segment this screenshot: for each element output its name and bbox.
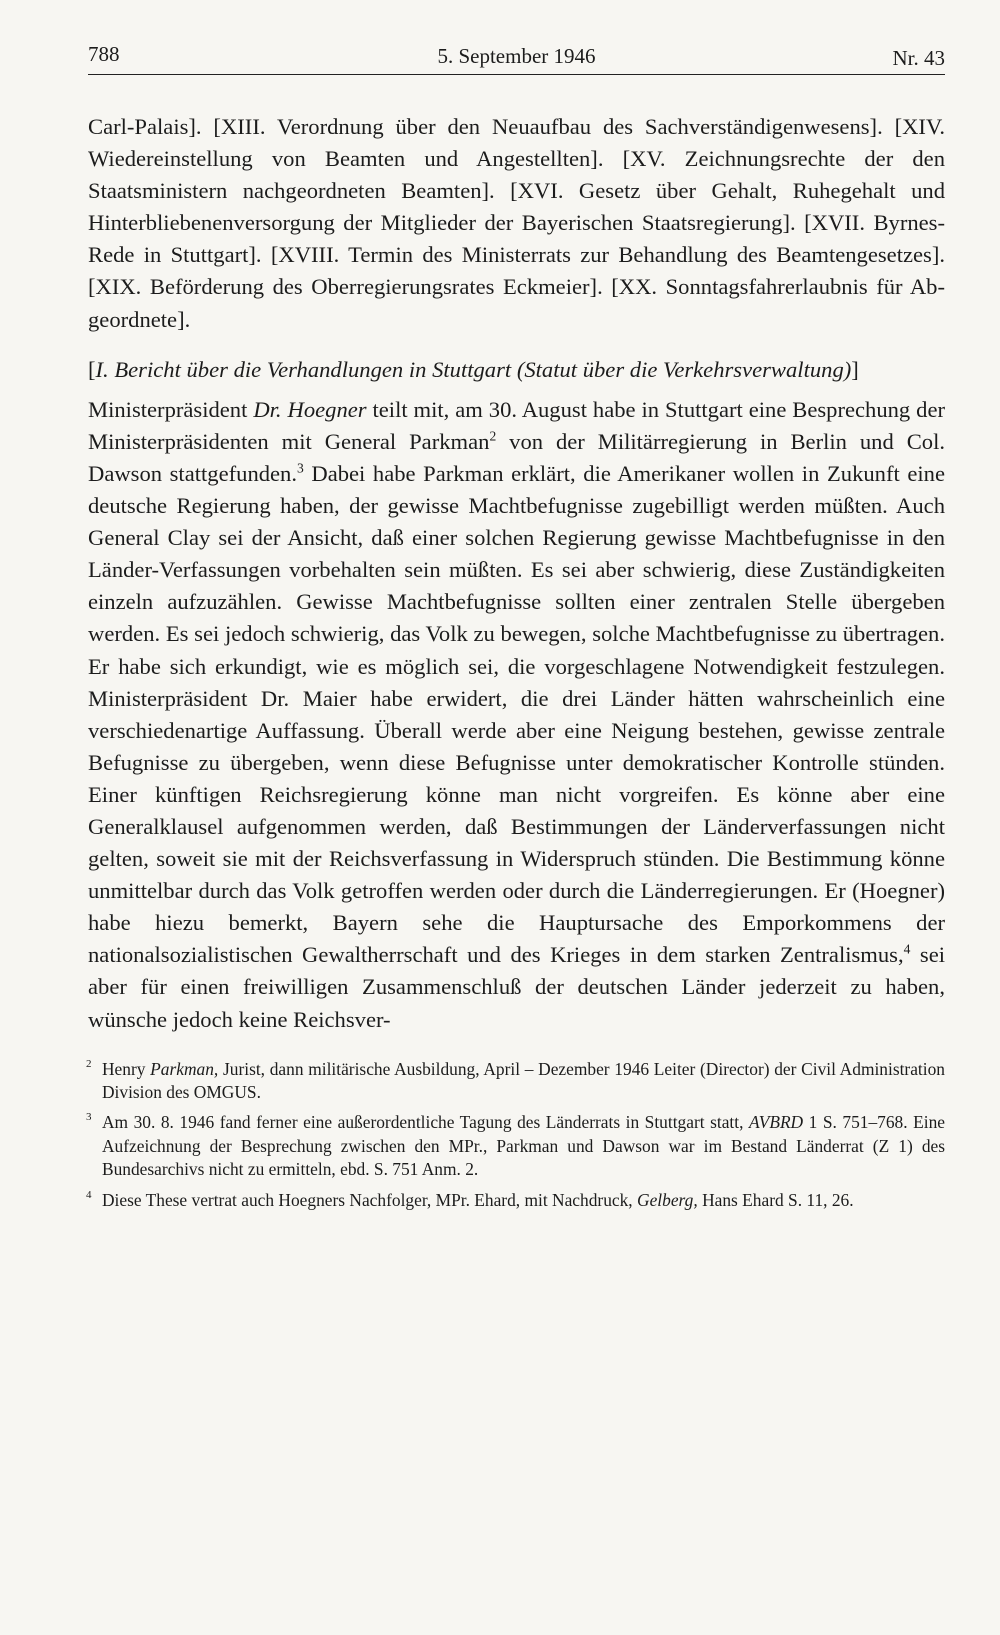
main-text-3: von der Militärregierung in Berlin und Col. Dawson stattgefunden. xyxy=(88,428,945,486)
footnote-text: Diese These vertrat auch Hoegners Nachfolger, MPr. Ehard, mit Nachdruck, xyxy=(102,1189,638,1210)
header-date: 5. September 1946 xyxy=(437,44,596,68)
footnote-number: 2 xyxy=(86,1057,92,1070)
main-text-1: Ministerpräsident xyxy=(88,396,254,422)
issue-number: Nr. 43 xyxy=(892,46,945,70)
speaker-name: Hoegner xyxy=(287,396,367,422)
heading-close-bracket: ] xyxy=(851,356,859,382)
footnotes xyxy=(88,1058,945,1212)
main-paragraph xyxy=(88,394,945,1036)
footnote-italic: Parkman, xyxy=(150,1058,219,1079)
footnote-text: Henry xyxy=(102,1058,151,1079)
intro-paragraph: Carl-Palais]. [XIII. Verordnung über den Neuaufbau des Sachverständigenwesens]. [XIV. Wiedereinstellung von Beamten und Angestellten]. [XV. Zeichnungsrechte der den Staatsministern nachgeordneten Beamten]. [XVI. Gesetz über Gehalt, Ruhegehalt und Hinterbliebenenversorgung der Mitglieder der Bayerischen Staatsregierung]. [XVII. Byrnes-Rede in Stuttgart]. [XVIII. Termin des Ministerrats zur Behandlung des Beamtengesetzes]. [XIX. Beförderung des Oberregierungsrates Eckmeier]. [XX. Sonntagsfahrerlaubnis für Abgeordnete]. xyxy=(88,114,945,332)
footnote xyxy=(88,1111,945,1181)
page-number: 788 xyxy=(88,42,120,66)
footnote xyxy=(88,1058,945,1105)
footnote-ref-4[interactable]: 4 xyxy=(903,941,911,957)
footnote-text: Hans Ehard S. 11, 26. xyxy=(697,1189,854,1210)
footnote-italic: Gelberg, xyxy=(637,1189,698,1210)
heading-title: I. Bericht über die Verhandlungen in Stuttgart (Statut über die Verkehrsverwaltung) xyxy=(95,356,852,382)
speaker-title: Dr. xyxy=(253,396,288,422)
footnote-italic: AVBRD xyxy=(748,1112,804,1133)
footnote-ref-2[interactable]: 2 xyxy=(489,428,497,444)
main-text-5: sei aber für einen freiwilligen Zusammenschluß der deutschen Länder jederzeit zu haben, wünsche jedoch keine Reichsver- xyxy=(88,942,945,1032)
main-text-2: teilt mit, am 30. August habe in Stuttgart eine Besprechung der Ministerpräsidenten mit General Parkman xyxy=(88,396,946,454)
footnote-number: 4 xyxy=(86,1188,92,1201)
body-text xyxy=(88,111,945,1036)
heading-open-bracket: [ xyxy=(88,356,96,382)
footnote-text: Am 30. 8. 1946 fand ferner eine außerordentliche Tagung des Länderrats in Stuttgart statt, xyxy=(102,1112,749,1133)
section-heading xyxy=(88,354,945,386)
main-text-4: Dabei habe Parkman erklärt, die Amerikaner wollen in Zukunft eine deutsche Regierung haben, der gewisse Machtbefugnisse zugebilligt werden müßten. Auch General Clay sei der Ansicht, daß einer solchen Regierung gewisse Machtbefugnisse in den Länder-Verfassungen vorbehalten sein müßten. Es sei aber schwierig, diese Zuständigkeiten einzeln aufzuzählen. Gewisse Machtbefugnisse sollten einer zentralen Stelle übergeben werden. Es sei jedoch schwierig, das Volk zu bewegen, solche Machtbefugnisse zu übertragen. Er habe sich erkundigt, wie es möglich sei, die vorgeschlagene Notwendigkeit festzulegen. Ministerpräsident Dr. Maier habe erwidert, die drei Länder hätten wahrscheinlich eine verschiedenartige Auffassung. Überall werde aber eine Neigung bestehen, gewisse zentrale Befugnisse zu übergeben, wenn diese Befugnisse unter demokratischer Kontrolle stünden. Einer künftigen Reichsregierung könne man nicht vorgreifen. Es könne aber eine Generalklausel aufgenommen werden, daß Bestimmungen der Länderverfassungen nicht gelten, soweit sie mit der Reichsverfassung in Widerspruch stünden. Die Bestimmung könne unmittelbar durch das Volk getroffen werden oder durch die Länderregierungen. Er (Hoegner) habe hiezu bemerkt, Bayern sehe die Hauptursache des Emporkommens der nationalsozialistischen Gewaltherrschaft und des Krieges in dem starken Zentralismus, xyxy=(88,460,945,968)
footnote-number: 3 xyxy=(86,1111,92,1124)
footnote-ref-3[interactable]: 3 xyxy=(297,460,304,476)
running-header xyxy=(88,40,945,75)
footnote-text: Jurist, dann militärische Ausbildung, April – Dezember 1946 Leiter (Director) der Civil Administration Division des OMGUS. xyxy=(102,1058,945,1103)
footnote-text: 1 S. 751–768. Eine Aufzeichnung der Besprechung zwischen den MPr., Parkman und Dawson war im Bestand Länderrat (Z 1) des Bundesarchivs nicht zu ermitteln, ebd. S. 751 Anm. 2. xyxy=(102,1112,945,1180)
footnote xyxy=(88,1189,945,1212)
